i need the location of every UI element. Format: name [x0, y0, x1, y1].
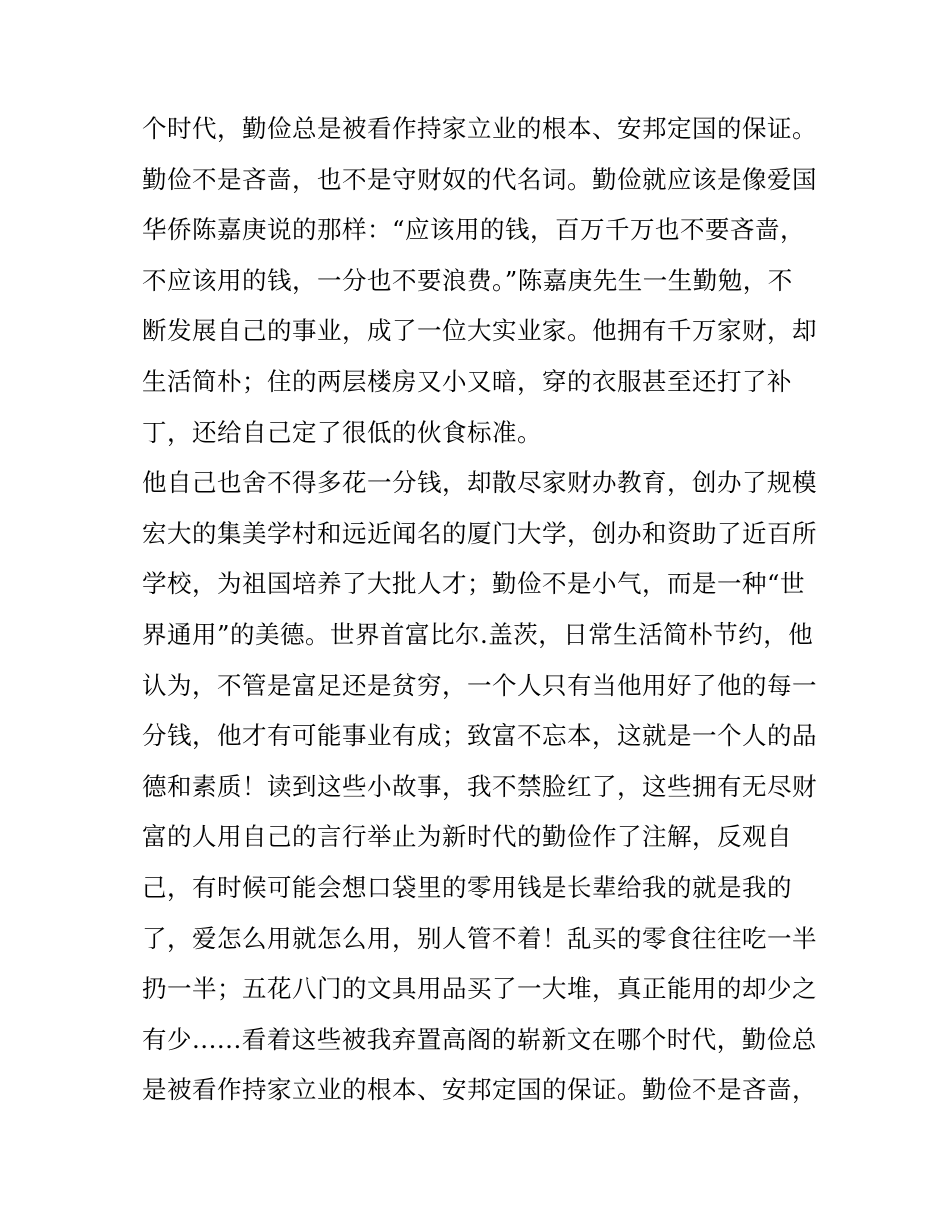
essay-text [142, 104, 832, 1116]
text-line: 丁，还给自己定了很低的伙食标准。 [142, 417, 542, 447]
text-line: 生活简朴；住的两层楼房又小又暗，穿的衣服甚至还打了补 [142, 366, 792, 396]
text-line: 他自己也舍不得多花一分钱，却散尽家财办教育，创办了规模 [142, 468, 817, 498]
text-line: 扔一半；五花八门的文具用品买了一大堆，真正能用的却少之 [142, 974, 817, 1004]
text-line: 了，爱怎么用就怎么用，别人管不着！乱买的零食往往吃一半 [142, 923, 817, 953]
text-line: 学校，为祖国培养了大批人才；勤俭不是小气，而是一种“世 [142, 569, 806, 599]
text-line: 个时代，勤俭总是被看作持家立业的根本、安邦定国的保证。 [142, 114, 817, 143]
text-line: 宏大的集美学村和远近闻名的厦门大学，创办和资助了近百所 [142, 518, 817, 548]
text-line: 不应该用的钱，一分也不要浪费。”陈嘉庚先生一生勤勉，不 [142, 265, 793, 295]
text-line: 分钱，他才有可能事业有成；致富不忘本，这就是一个人的品 [142, 721, 817, 751]
text-line: 界通用”的美德。世界首富比尔.盖茨，日常生活简朴节约，他 [142, 619, 814, 649]
text-line: 认为，不管是富足还是贫穷，一个人只有当他用好了他的每一 [142, 670, 817, 700]
text-line: 德和素质！读到这些小故事，我不禁脸红了，这些拥有无尽财 [142, 771, 817, 801]
text-line: 勤俭不是吝啬，也不是守财奴的代名词。勤俭就应该是像爱国 [142, 164, 817, 194]
text-line: 富的人用自己的言行举止为新时代的勤俭作了注解，反观自 [142, 822, 792, 852]
text-line: 断发展自己的事业，成了一位大实业家。他拥有千万家财，却 [142, 316, 817, 346]
text-line: 华侨陈嘉庚说的那样：“应该用的钱，百万千万也不要吝啬， [142, 215, 806, 245]
text-line: 己，有时候可能会想口袋里的零用钱是长辈给我的就是我的 [142, 872, 792, 902]
text-line: 是被看作持家立业的根本、安邦定国的保证。勤俭不是吝啬， [142, 1075, 817, 1105]
text-line: 有少......看着这些被我弃置高阁的崭新文在哪个时代，勤俭总 [142, 1024, 817, 1054]
